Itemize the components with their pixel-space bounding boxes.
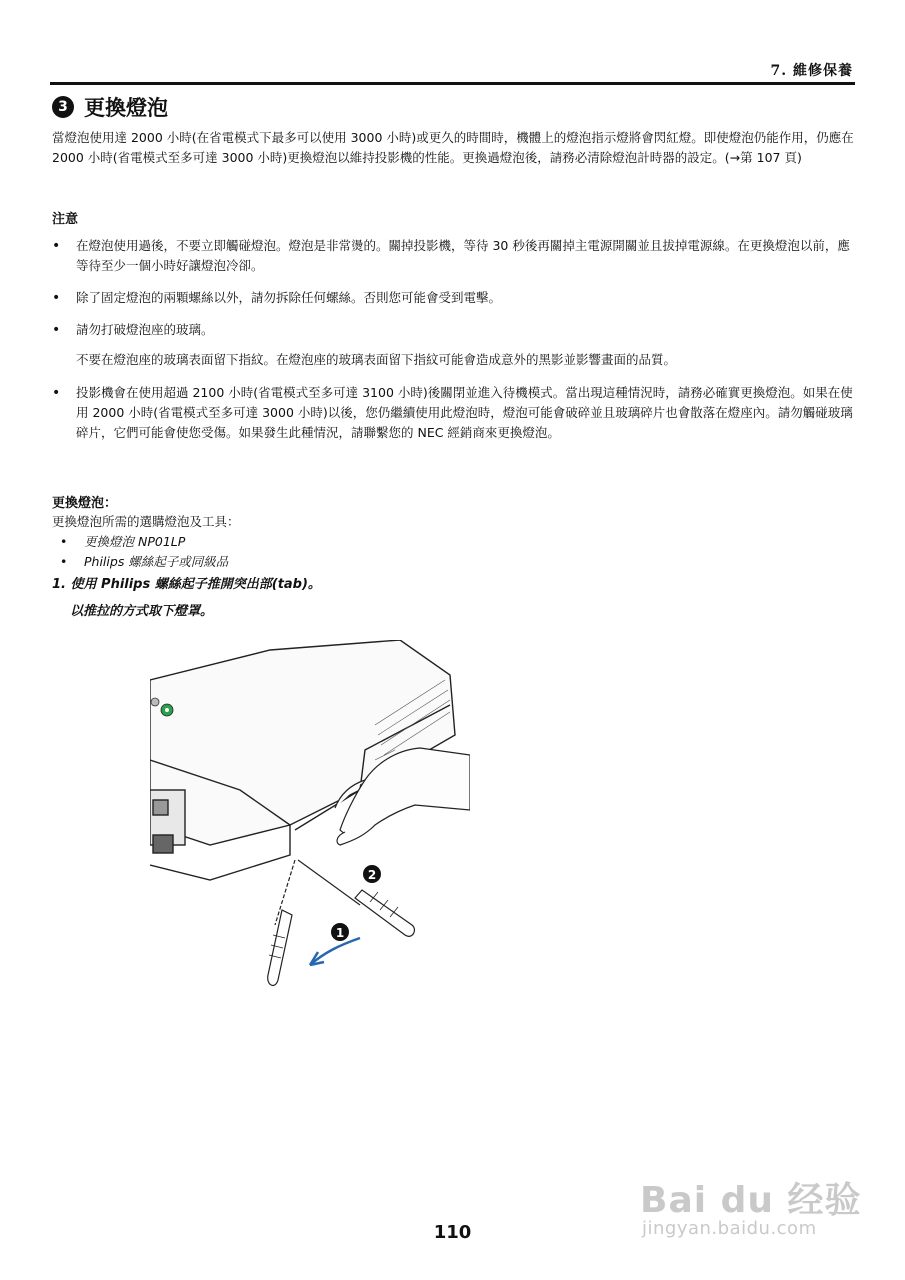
section-title-text: 更換燈泡 [84,95,168,120]
list-item [52,320,857,340]
note-item-3-detail: 不要在燈泡座的玻璃表面留下指紋。在燈泡座的玻璃表面留下指紋可能會造成意外的黑影並影響畫面的品質。 [76,352,677,367]
list-item [52,288,857,308]
part-screwdriver: Philips 螺絲起子或同級品 [84,554,229,569]
watermark-main: Bai du 经验 [640,1180,862,1221]
step-1-sub: 以推拉的方式取下燈罩。 [70,604,214,619]
watermark-url: jingyan.baidu.com [642,1218,817,1239]
notes-heading: 注意 [52,212,79,227]
section-number-badge: 3 [52,96,74,118]
parts-list [60,532,228,572]
marker-1 [331,923,349,941]
chapter-header: 7. 維修保養 [770,63,853,79]
list-item [52,236,857,276]
header-divider [50,82,855,85]
bullet-icon: • [52,385,61,401]
notes-list-3 [52,320,857,340]
replace-heading: 更換燈泡： [52,496,118,511]
note-item-2: 除了固定燈泡的兩顆螺絲以外，請勿拆除任何螺絲。否則您可能會受到電擊。 [76,290,502,305]
svg-text:2: 2 [367,868,377,882]
marker-2 [363,865,381,883]
svg-text:1: 1 [335,926,345,940]
bullet-icon: • [52,322,61,338]
push-arrow-icon [310,938,360,965]
lamp-cover-illustration [150,640,470,1000]
list-item [60,532,228,552]
step-1: 1. 使用 Philips 螺絲起子推開突出部(tab)。 [52,577,321,592]
section-title [52,92,168,122]
list-item [52,383,857,443]
page-number: 110 [433,1222,472,1243]
note-item-3: 請勿打破燈泡座的玻璃。 [76,322,214,337]
note-item-1: 在燈泡使用過後，不要立即觸碰燈泡。燈泡是非常燙的。關掉投影機，等待 30 秒後再關掉主電源開關並且拔掉電源線。在更換燈泡以前，應等待至少一個小時好讓燈泡冷卻。 [76,238,850,273]
notes-list-2 [52,288,857,308]
bullet-icon: • [52,290,61,306]
bullet-icon: • [52,238,61,254]
bullet-icon: • [60,534,68,549]
list-item [60,552,228,572]
screwdriver-2 [298,860,414,936]
notes-list-1 [52,236,857,276]
note-item-4: 投影機會在使用超過 2100 小時(省電模式至多可達 3100 小時)後關閉並進入待機模式。當出現這種情況時，請務必確實更換燈泡。如果在使用 2000 小時(省電模式至多可達 3000 小時)以後，您仍繼續使用此燈泡時，燈泡可能會破碎並且玻璃碎片也會散落在燈座內。請勿觸碰玻璃碎片，它們可能會使您受傷。如果發生此種情況，請聯繫您的 NEC 經銷商來更換燈泡。 [76,385,853,440]
part-lamp: 更換燈泡 NP01LP [84,534,186,549]
intro-paragraph: 當燈泡使用達 2000 小時(在省電模式下最多可以使用 3000 小時)或更久的時間時，機體上的燈泡指示燈將會閃紅燈。即使燈泡仍能作用，仍應在 2000 小時(省電模式至多可達 3000 小時)更換燈泡以維持投影機的性能。更換過燈泡後，請務必清除燈泡計時器的設定。(→第 107 頁) [52,130,854,165]
screwdriver-1 [268,860,295,985]
notes-list-4 [52,383,857,443]
bullet-icon: • [60,554,68,569]
replace-requirements: 更換燈泡所需的選購燈泡及工具： [52,514,240,529]
